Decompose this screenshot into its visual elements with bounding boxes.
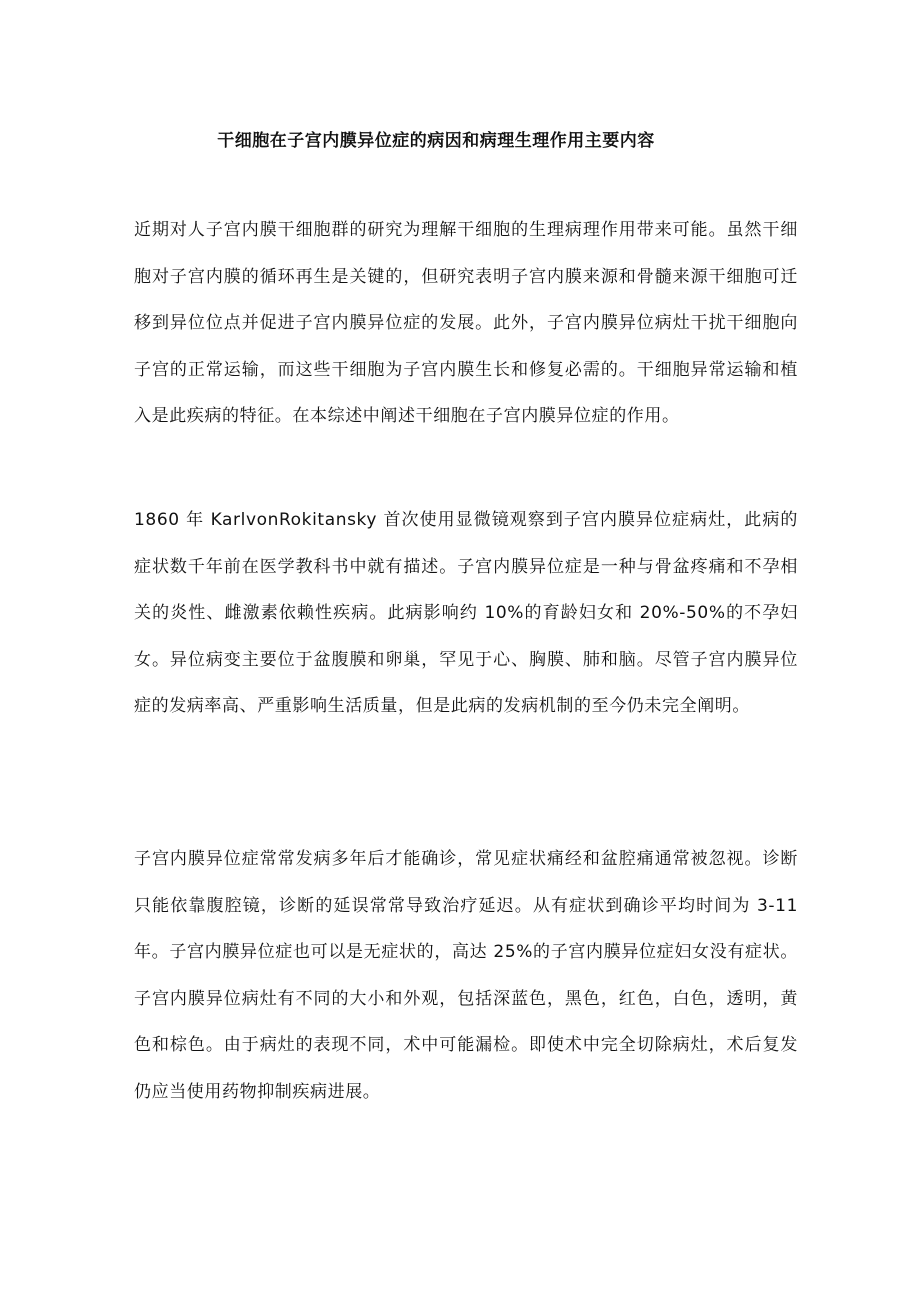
paragraph-history-epidemiology: 1860 年 KarlvonRokitansky 首次使用显微镜观察到子宫内膜异位症病灶，此病的症状数千年前在医学教科书中就有描述。子宫内膜异位症是一种与骨盆疼痛和不孕相关的炎性、雌激素依赖性疾病。此病影响约 10%的育龄妇女和 20%-50%的不孕妇女。异位病变主要位于盆腹膜和卵巢，罕见于心、胸膜、肺和脑。尽管子宫内膜异位症的发病率高、严重影响生活质量，但是此病的发病机制的至今仍未完全阐明。 bbox=[134, 510, 798, 716]
paragraph-stem-cell-research: 近期对人子宫内膜干细胞群的研究为理解干细胞的生理病理作用带来可能。虽然干细胞对子宫内膜的循环再生是关键的，但研究表明子宫内膜来源和骨髓来源干细胞可迁移到异位位点并促进子宫内膜异位症的发展。此外，子宫内膜异位病灶干扰干细胞向子宫的正常运输，而这些干细胞为子宫内膜生长和修复必需的。干细胞异常运输和植入是此疾病的特征。在本综述中阐述干细胞在子宫内膜异位症的作用。 bbox=[134, 220, 798, 426]
document-title: 干细胞在子宫内膜异位症的病因和病理生理作用主要内容 bbox=[217, 131, 655, 151]
paragraph-diagnosis-symptoms: 子宫内膜异位症常常发病多年后才能确诊，常见症状痛经和盆腔痛通常被忽视。诊断只能依靠腹腔镜，诊断的延误常常导致治疗延迟。从有症状到确诊平均时间为 3-11 年。子宫内膜异位症也可以是无症状的，高达 25%的子宫内膜异位症妇女没有症状。子宫内膜异位病灶有不同的大小和外观，包括深蓝色，黑色，红色，白色，透明，黄色和棕色。由于病灶的表现不同，术中可能漏检。即使术中完全切除病灶，术后复发仍应当使用药物抑制疾病进展。 bbox=[134, 849, 798, 1102]
